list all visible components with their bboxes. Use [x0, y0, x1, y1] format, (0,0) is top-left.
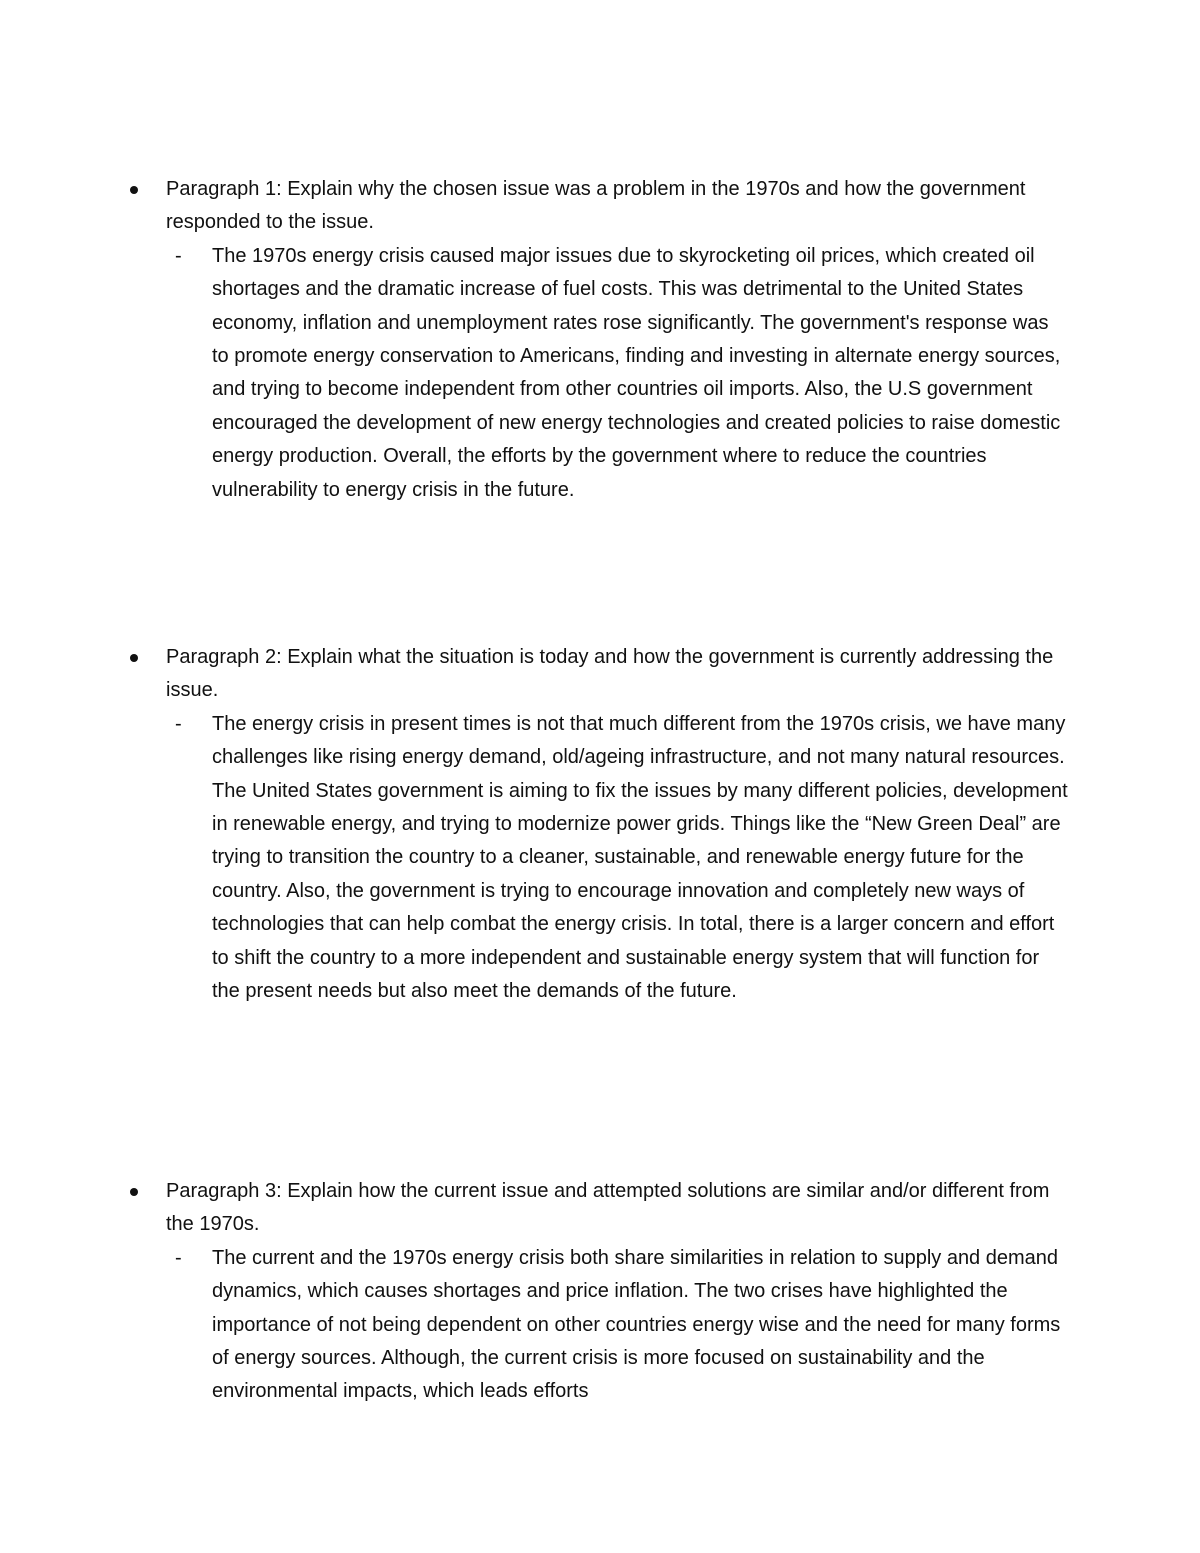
- paragraph-2-section: [128, 641, 1068, 1008]
- paragraph-2-answer: [128, 708, 1068, 1009]
- bullet-icon: [130, 186, 138, 194]
- paragraph-2-answer-text: The energy crisis in present times is not that much different from the 1970s crisis, we have many challenges like rising energy demand, old/ageing infrastructure, and not many natural resources. The United States government is aiming to fix the issues by many different policies, development in renewable energy, and trying to modernize power grids. Things like the “New Green Deal” are trying to transition the country to a cleaner, sustainable, and renewable energy future for the country. Also, the government is trying to encourage innovation and completely new ways of technologies that can help combat the energy crisis. In total, there is a larger concern and effort to shift the country to a more independent and sustainable energy system that will function for the present needs but also meet the demands of the future.: [212, 712, 1068, 1003]
- paragraph-1-answer: [128, 240, 1068, 507]
- paragraph-3-prompt-text: Paragraph 3: Explain how the current issue and attempted solutions are similar and/or different from the 1970s.: [166, 1180, 1050, 1236]
- paragraph-2-prompt-text: Paragraph 2: Explain what the situation is today and how the government is currently addressing the issue.: [166, 646, 1054, 702]
- paragraph-3-prompt: [128, 1175, 1068, 1242]
- bullet-icon: [130, 1188, 138, 1196]
- paragraph-3-section: [128, 1175, 1068, 1409]
- paragraph-1-section: [128, 173, 1068, 507]
- paragraph-3-answer: [128, 1242, 1068, 1409]
- paragraph-1-prompt-text: Paragraph 1: Explain why the chosen issue was a problem in the 1970s and how the government responded to the issue.: [166, 178, 1026, 234]
- bullet-icon: [130, 654, 138, 662]
- paragraph-1-prompt: [128, 173, 1068, 240]
- paragraph-3-answer-text: The current and the 1970s energy crisis both share similarities in relation to supply and demand dynamics, which causes shortages and price inflation. The two crises have highlighted the importance of not being dependent on other countries energy wise and the need for many forms of energy sources. Although, the current crisis is more focused on sustainability and the environmental impacts, which leads efforts: [212, 1246, 1061, 1403]
- dash-marker: -: [175, 244, 182, 267]
- dash-marker: -: [175, 712, 182, 735]
- paragraph-1-answer-text: The 1970s energy crisis caused major issues due to skyrocketing oil prices, which created oil shortages and the dramatic increase of fuel costs. This was detrimental to the United States economy, inflation and unemployment rates rose significantly. The government's response was to promote energy conservation to Americans, finding and investing in alternate energy sources, and trying to become independent from other countries oil imports. Also, the U.S government encouraged the development of new energy technologies and created policies to raise domestic energy production. Overall, the efforts by the government where to reduce the countries vulnerability to energy crisis in the future.: [212, 244, 1061, 501]
- dash-marker: -: [175, 1246, 182, 1269]
- paragraph-2-prompt: [128, 641, 1068, 708]
